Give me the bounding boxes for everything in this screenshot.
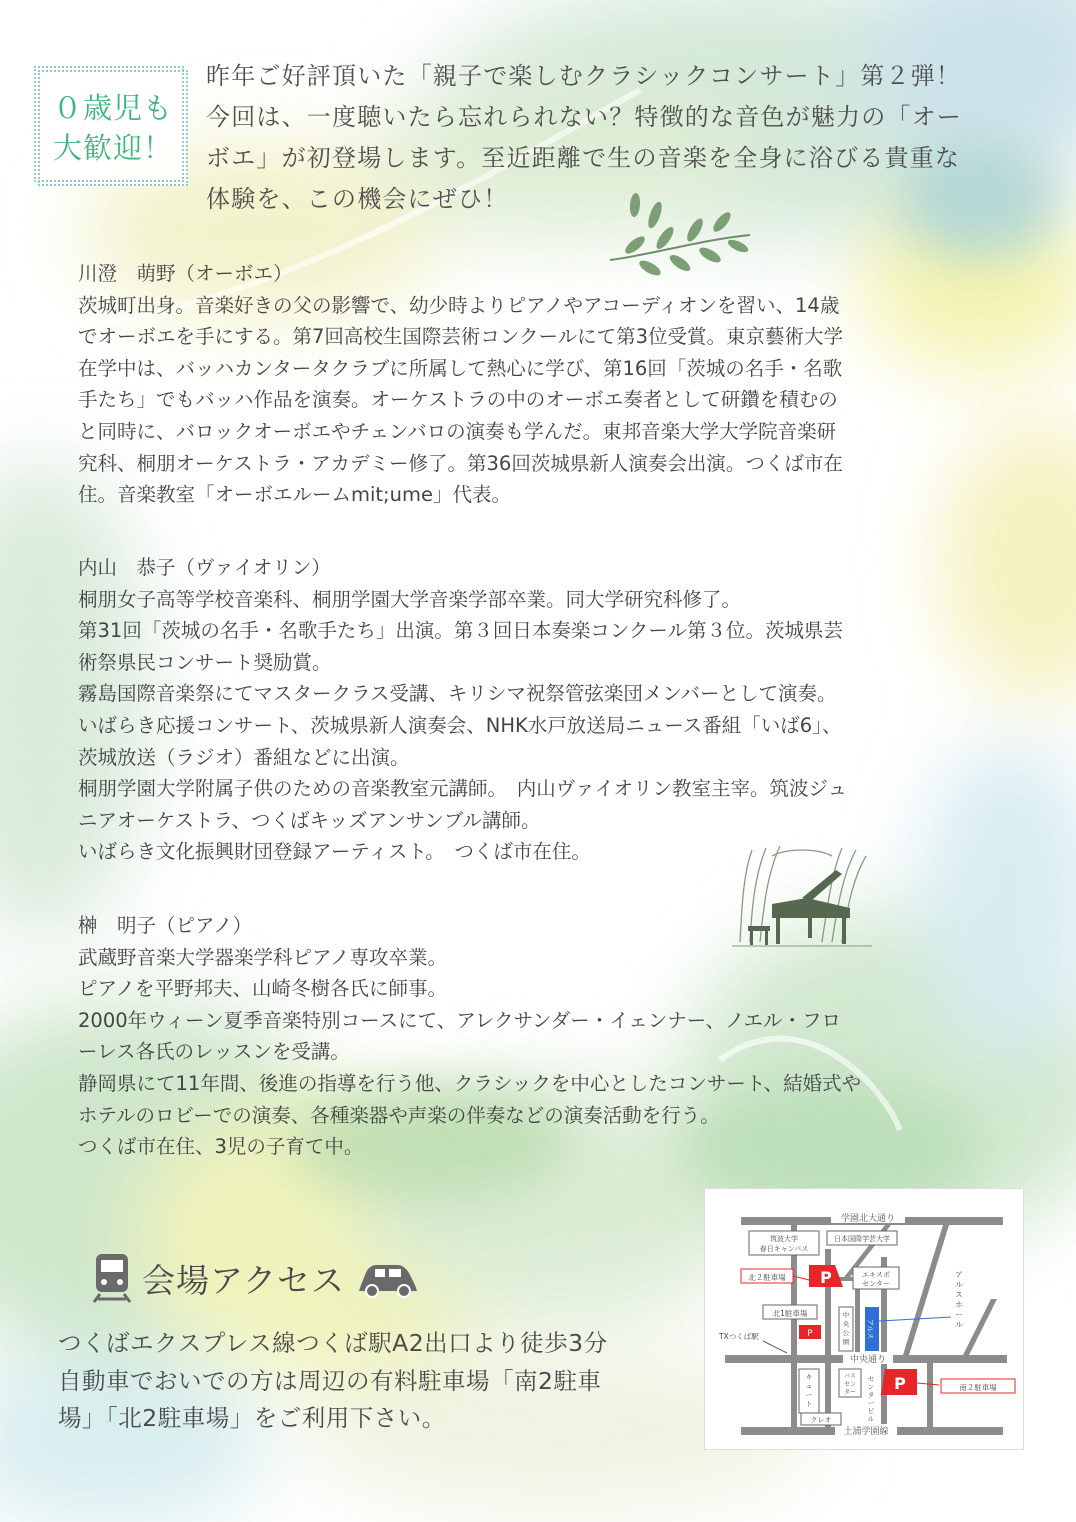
bio-line: ニアオーケストラ、つくばキッズアンサンブル講師。 [78, 808, 541, 832]
car-icon [355, 1257, 421, 1299]
map-arsu-hall-char: ス [955, 1290, 963, 1299]
intro-text [206, 56, 1036, 220]
intro-line: 今回は、一度聴いたら忘れられない？特徴的な音色が魅力の「オー [206, 103, 962, 131]
performer-name: 内山 恭子（ヴァイオリン） [78, 556, 331, 579]
access-directions [58, 1325, 708, 1438]
intro-line: 体験を、この機会にぜひ！ [206, 185, 509, 213]
age-welcome-badge [38, 70, 188, 186]
bio-line: 茨城放送（ラジオ）番組などに出演。 [78, 745, 410, 769]
map-qt-char: ー [805, 1391, 813, 1399]
map-arsu-hall-char: ア [955, 1270, 963, 1279]
bio-line: 住。音楽教室「オーボエルームmit;ume」代表。 [78, 483, 511, 507]
bio-line: いばらき応援コンサート、茨城県新人演奏会、NHK水戸放送局ニュース番組「いば6」、 [78, 713, 842, 737]
badge-line-2: 大歓迎！ [52, 131, 173, 165]
map-qt-char: ト [805, 1400, 813, 1408]
map-bus-center: セン [843, 1381, 857, 1388]
map-tx-station: TXつくば駅 [719, 1332, 759, 1341]
access-line: つくばエクスプレス線つくば駅A2出口より徒歩3分 [58, 1329, 608, 1357]
bio-line: 茨城町出身。音楽好きの父の影響で、幼少時よりピアノやアコーディオンを習い、14歳 [78, 293, 840, 317]
performer-name: 川澄 萌野（オーボエ） [78, 262, 293, 285]
bio-line: 桐朋女子高等学校音楽科、桐朋学園大学音楽学部卒業。同大学研究科修了。 [78, 587, 742, 611]
performer-name: 榊 明子（ピアノ） [78, 914, 252, 937]
map-qt-char: キ [805, 1373, 813, 1381]
bio-line: ピアノを平野邦夫、山崎冬樹各氏に師事。 [78, 977, 447, 1001]
map-park-char: 中 [842, 1311, 850, 1319]
map-center-building-char: ン [867, 1383, 875, 1391]
map-center-building-char: タ [867, 1391, 875, 1399]
map-road-north: 学園北大通り [840, 1214, 896, 1224]
bio-line: 桐朋学園大学附属子供のための音楽教室元講師。 内山ヴァイオリン教室主宰。筑波ジュ [78, 777, 848, 801]
map-center-building-char: ビ [867, 1407, 875, 1415]
bio-line: ーレス各氏のレッスンを受講。 [78, 1040, 350, 1064]
bio-line: 在学中は、バッハカンタータクラブに所属して熱心に学び、第16回「茨城の名手・名歌 [78, 356, 843, 380]
map-arsu-hall-char: ー [955, 1310, 963, 1319]
badge-line-1: ０歳児も [52, 91, 173, 125]
map-kokusai-univ: 日本国際学芸大学 [834, 1235, 890, 1243]
map-road-south: 土浦学園線 [843, 1427, 889, 1437]
bio-line: 静岡県にて11年間、後進の指導を行う他、クラシックを中心としたコンサート、結婚式や [78, 1071, 862, 1095]
bio-line: 究科、桐朋オーケストラ・アカデミー修了。第36回茨城県新人演奏会出演。つくば市在 [78, 451, 843, 475]
venue-map-drawing [705, 1189, 1023, 1449]
bio-violin [78, 552, 1018, 868]
bio-oboe [78, 258, 1018, 511]
bio-line: ホテルのロビーでの演奏、各種楽器や声楽の伴奏などの演奏活動を行う。 [78, 1103, 720, 1127]
bio-line: 術祭県民コンサート奨励賞。 [78, 650, 332, 674]
map-creo: クレオ [810, 1416, 832, 1424]
map-qt-char: ュ [805, 1382, 813, 1390]
map-bus-center: ター [843, 1389, 857, 1396]
bio-line: 手たち」でもバッハ作品を演奏。オーケストラの中のオーボエ奏者として研鑽を積むの [78, 388, 838, 412]
map-arsu-hall-char: ホ [955, 1300, 963, 1309]
intro-line: 昨年ご好評頂いた「親子で楽しむクラシックコンサート」第２弾！ [206, 62, 962, 90]
bio-piano [78, 910, 1018, 1163]
map-center-building-char: セ [867, 1375, 875, 1383]
map-north-parking-label: 北1駐車場 [772, 1309, 808, 1318]
map-tsukuba-univ-campus: 春日キャンパス [759, 1245, 809, 1253]
intro-line: ボエ」が初登場します。至近距離で生の音楽を全身に浴びる貴重な [206, 144, 961, 172]
map-parking-north-icon: P [807, 1329, 813, 1339]
bio-line: 霧島国際音楽祭にてマスタークラス受講、キリシマ祝祭管弦楽団メンバーとして演奏。 [78, 682, 837, 706]
map-north2-parking-label: 北２駐車場 [748, 1273, 786, 1282]
train-icon [92, 1252, 132, 1304]
map-road-center: 中央通り [849, 1355, 887, 1365]
access-heading [92, 1252, 421, 1304]
map-arsu-hall-char: ル [955, 1320, 963, 1329]
venue-map [704, 1188, 1024, 1450]
access-line: 自動車でおいでの方は周辺の有料駐車場「南2駐車 [58, 1366, 602, 1395]
bio-line: 武蔵野音楽大学器楽学科ピアノ専攻卒業。 [78, 945, 447, 969]
map-expo-center: エキスポ [862, 1271, 890, 1279]
map-park-char: 公 [842, 1329, 850, 1337]
map-parking-south2-icon: P [894, 1374, 906, 1393]
map-parking-north2-icon: P [820, 1268, 832, 1287]
map-park-char: 園 [842, 1338, 850, 1346]
bio-line: でオーボエを手にする。第7回高校生国際芸術コンクールにて第3位受賞。東京藝術大学 [78, 325, 844, 349]
bio-line: 第31回「茨城の名手・名歌手たち」出演。第３回日本奏楽コンクール第３位。茨城県芸 [78, 619, 844, 643]
map-center-building-char: ル [867, 1415, 875, 1423]
map-center-building-char: ー [867, 1399, 875, 1407]
bio-line: と同時に、バロックオーボエやチェンバロの演奏も学んだ。東邦音楽大学大学院音楽研 [78, 419, 837, 443]
map-park-char: 央 [842, 1320, 850, 1328]
map-bus-center: バス [843, 1373, 857, 1380]
bio-line: いばらき文化振興財団登録アーティスト。 つくば市在住。 [78, 840, 591, 864]
bio-line: 2000年ウィーン夏季音楽特別コースにて、アレクサンダー・イェンナー、ノエル・フロ [78, 1008, 842, 1032]
map-south2-parking-label: 南２駐車場 [959, 1383, 997, 1392]
map-arsu: アルス [866, 1318, 874, 1340]
access-line: 場」「北2駐車場」をご利用下さい。 [58, 1404, 446, 1432]
access-title: 会場アクセス [142, 1260, 346, 1300]
bio-line: つくば市在住、3児の子育て中。 [78, 1135, 364, 1159]
map-expo-center-2: センター [862, 1280, 890, 1288]
map-tsukuba-univ: 筑波大学 [770, 1235, 798, 1243]
map-arsu-hall-char: ル [955, 1280, 963, 1289]
